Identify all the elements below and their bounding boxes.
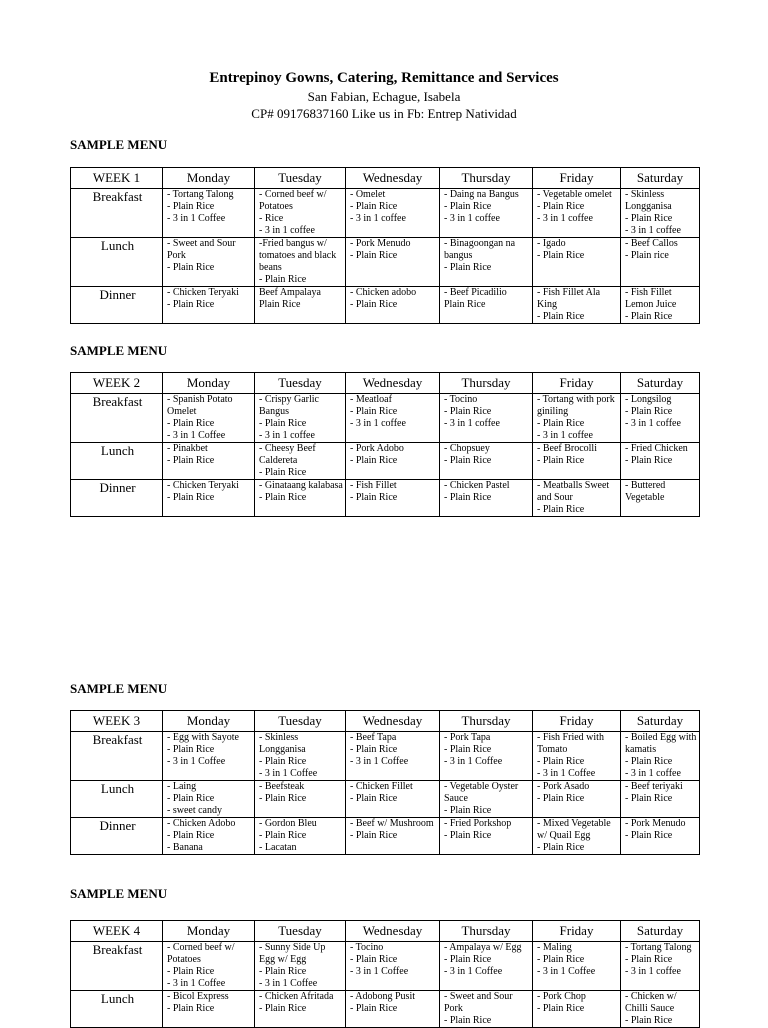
- menu-cell: [255, 394, 346, 443]
- header-row: [71, 711, 700, 732]
- meal-label: Breakfast: [71, 189, 163, 238]
- menu-item: - Tocino: [350, 942, 384, 953]
- menu-item: - Adobong Pusit: [350, 991, 416, 1002]
- menu-item: - Plain Rice: [625, 756, 673, 767]
- menu-item: - Plain Rice: [537, 418, 585, 429]
- menu-item: - 3 in 1 Coffee: [537, 768, 596, 779]
- menu-item: - Omelet: [350, 189, 386, 200]
- day-header: Saturday: [621, 921, 700, 942]
- menu-item: - Corned beef w/ Potatoes: [167, 942, 235, 965]
- menu-item: Plain Rice: [444, 299, 486, 310]
- menu-item: - Buttered Vegetable: [625, 480, 666, 503]
- menu-item: - sweet candy: [167, 805, 222, 816]
- menu-cell: [621, 732, 700, 781]
- menu-item: - Banana: [167, 842, 203, 853]
- menu-item: - Plain Rice: [444, 1015, 492, 1026]
- menu-cell: [163, 480, 255, 517]
- menu-item: - Plain Rice: [444, 201, 492, 212]
- menu-item: - 3 in 1 Coffee: [444, 966, 503, 977]
- menu-item: - Plain Rice: [167, 793, 215, 804]
- menu-item: - Plain Rice: [350, 406, 398, 417]
- menu-cell: [621, 480, 700, 517]
- menu-item: - Plain Rice: [444, 406, 492, 417]
- menu-table-week-2: [70, 372, 700, 517]
- menu-item: - Plain Rice: [444, 455, 492, 466]
- menu-cell: [346, 781, 440, 818]
- menu-cell: [621, 189, 700, 238]
- menu-cell: [533, 394, 621, 443]
- menu-item: - 3 in 1 coffee: [625, 225, 681, 236]
- menu-cell: [533, 480, 621, 517]
- menu-item: - Plain Rice: [537, 504, 585, 515]
- menu-item: - Lacatan: [259, 842, 297, 853]
- day-header: Saturday: [621, 711, 700, 732]
- day-header: Tuesday: [255, 373, 346, 394]
- meal-row: [71, 732, 700, 781]
- menu-item: - Mixed Vegetable w/ Quail Egg: [537, 818, 611, 841]
- section-label-week-2: SAMPLE MENU: [70, 343, 168, 358]
- menu-item: - Sunny Side Up Egg w/ Egg: [259, 942, 326, 965]
- week-label: WEEK 1: [71, 168, 163, 189]
- menu-item: - 3 in 1 Coffee: [167, 213, 226, 224]
- day-header: Friday: [533, 373, 621, 394]
- menu-item: - Plain Rice: [625, 793, 673, 804]
- header-row: [71, 373, 700, 394]
- menu-item: - Fish Fillet Lemon Juice: [625, 287, 677, 310]
- menu-item: - Vegetable omelet: [537, 189, 612, 200]
- menu-item: - Plain Rice: [350, 201, 398, 212]
- menu-cell: [163, 443, 255, 480]
- menu-item: - Plain Rice: [167, 201, 215, 212]
- menu-item: - Beef Callos: [625, 238, 678, 249]
- day-header: Monday: [163, 711, 255, 732]
- menu-cell: [163, 732, 255, 781]
- menu-cell: [255, 991, 346, 1028]
- menu-item: - Egg with Sayote: [167, 732, 239, 743]
- menu-cell: [163, 238, 255, 287]
- menu-cell: [346, 818, 440, 855]
- menu-item: - Skinless Longganisa: [259, 732, 306, 755]
- meal-label: Breakfast: [71, 394, 163, 443]
- menu-item: - Boiled Egg with kamatis: [625, 732, 697, 755]
- menu-item: - Plain Rice: [167, 262, 215, 273]
- meal-row: [71, 480, 700, 517]
- menu-item: - Igado: [537, 238, 566, 249]
- menu-item: - 3 in 1 coffee: [537, 213, 593, 224]
- menu-table-week-3: [70, 710, 700, 855]
- menu-item: - Pork Menudo: [625, 818, 686, 829]
- menu-item: - Sweet and Sour Pork: [167, 238, 236, 261]
- menu-item: - 3 in 1 Coffee: [167, 978, 226, 989]
- meal-label: Breakfast: [71, 732, 163, 781]
- menu-table-week-1: [70, 167, 700, 324]
- menu-item: - Chicken Adobo: [167, 818, 236, 829]
- menu-cell: [621, 781, 700, 818]
- day-header: Wednesday: [346, 921, 440, 942]
- meal-label: Lunch: [71, 991, 163, 1028]
- menu-item: - Fried Porkshop: [444, 818, 512, 829]
- menu-item: - Plain Rice: [444, 805, 492, 816]
- menu-cell: [621, 818, 700, 855]
- menu-cell: [346, 443, 440, 480]
- menu-item: Beef Ampalaya: [259, 287, 321, 298]
- menu-item: - Plain Rice: [167, 492, 215, 503]
- meal-label: Dinner: [71, 287, 163, 324]
- menu-item: - Chicken Fillet: [350, 781, 413, 792]
- day-header: Friday: [533, 168, 621, 189]
- menu-item: - Meatballs Sweet and Sour: [537, 480, 610, 503]
- menu-cell: [255, 480, 346, 517]
- menu-item: - Fish Fillet: [350, 480, 397, 491]
- week-label: WEEK 2: [71, 373, 163, 394]
- menu-item: - Vegetable Oyster Sauce: [444, 781, 519, 804]
- menu-item: - Plain Rice: [167, 299, 215, 310]
- day-header: Monday: [163, 373, 255, 394]
- menu-item: - 3 in 1 coffee: [625, 418, 681, 429]
- menu-item: - 3 in 1 Coffee: [350, 756, 409, 767]
- menu-item: - Plain Rice: [350, 954, 398, 965]
- day-header: Wednesday: [346, 373, 440, 394]
- menu-cell: [440, 942, 533, 991]
- day-header: Wednesday: [346, 168, 440, 189]
- menu-item: - Plain Rice: [537, 1003, 585, 1014]
- menu-cell: [255, 287, 346, 324]
- menu-item: - Chicken Pastel: [444, 480, 510, 491]
- menu-item: - Plain Rice: [537, 250, 585, 261]
- menu-item: - 3 in 1 coffee: [444, 213, 500, 224]
- menu-item: - Plain Rice: [350, 744, 398, 755]
- menu-item: - Plain Rice: [444, 492, 492, 503]
- menu-item: - Plain Rice: [167, 744, 215, 755]
- menu-item: - Plain Rice: [350, 830, 398, 841]
- meal-row: [71, 991, 700, 1028]
- menu-item: - Tortang with pork giniling: [537, 394, 615, 417]
- menu-item: - Plain Rice: [625, 954, 673, 965]
- menu-item: - Longsilog: [625, 394, 672, 405]
- menu-item: - Plain Rice: [259, 966, 307, 977]
- day-header: Wednesday: [346, 711, 440, 732]
- menu-item: - 3 in 1 Coffee: [259, 978, 318, 989]
- meal-row: [71, 942, 700, 991]
- meal-row: [71, 781, 700, 818]
- menu-item: - 3 in 1 coffee: [259, 225, 315, 236]
- menu-item: - Pinakbet: [167, 443, 208, 454]
- menu-item: - Plain Rice: [259, 467, 307, 478]
- day-header: Thursday: [440, 168, 533, 189]
- menu-item: - Plain Rice: [350, 492, 398, 503]
- menu-item: - Rice: [259, 213, 284, 224]
- menu-item: - 3 in 1 coffee: [444, 418, 500, 429]
- menu-cell: [440, 818, 533, 855]
- day-header: Saturday: [621, 373, 700, 394]
- menu-item: - Daing na Bangus: [444, 189, 519, 200]
- menu-cell: [346, 287, 440, 324]
- menu-cell: [255, 818, 346, 855]
- business-address: San Fabian, Echague, Isabela: [307, 89, 461, 104]
- menu-cell: [255, 443, 346, 480]
- day-header: Friday: [533, 921, 621, 942]
- menu-item: - Plain Rice: [167, 830, 215, 841]
- menu-item: - Plain Rice: [167, 455, 215, 466]
- menu-item: - Plain Rice: [259, 492, 307, 503]
- menu-item: - Plain Rice: [537, 954, 585, 965]
- day-header: Tuesday: [255, 921, 346, 942]
- menu-cell: [163, 942, 255, 991]
- menu-item: - Pork Chop: [537, 991, 586, 1002]
- menu-item: - Skinless Longganisa: [625, 189, 672, 212]
- menu-item: - Plain Rice: [167, 966, 215, 977]
- day-header: Tuesday: [255, 168, 346, 189]
- menu-item: - 3 in 1 coffee: [350, 213, 406, 224]
- menu-item: - 3 in 1 Coffee: [444, 756, 503, 767]
- menu-cell: [163, 189, 255, 238]
- menu-item: - Fish Fillet Ala King: [537, 287, 601, 310]
- header-row: [71, 168, 700, 189]
- menu-item: - Plain Rice: [537, 756, 585, 767]
- menu-cell: [440, 189, 533, 238]
- menu-item: - Plain Rice: [537, 842, 585, 853]
- menu-cell: [621, 443, 700, 480]
- day-header: Monday: [163, 168, 255, 189]
- menu-item: - Chicken adobo: [350, 287, 417, 298]
- section-label-week-3: SAMPLE MENU: [70, 681, 168, 696]
- menu-item: - 3 in 1 Coffee: [259, 768, 318, 779]
- menu-cell: [440, 991, 533, 1028]
- menu-item: - Spanish Potato Omelet: [167, 394, 233, 417]
- menu-item: - Plain Rice: [350, 793, 398, 804]
- menu-item: - Crispy Garlic Bangus: [259, 394, 319, 417]
- business-name: Entrepinoy Gowns, Catering, Remittance and Services: [209, 70, 559, 86]
- menu-item: - Plain Rice: [444, 262, 492, 273]
- menu-table-week-4: [70, 920, 700, 1028]
- menu-item: - Laing: [167, 781, 197, 792]
- meal-row: [71, 238, 700, 287]
- menu-item: - 3 in 1 Coffee: [167, 430, 226, 441]
- menu-item: - Tortang Talong: [625, 942, 692, 953]
- menu-cell: [533, 189, 621, 238]
- menu-item: - Chicken Afritada: [259, 991, 334, 1002]
- menu-cell: [621, 991, 700, 1028]
- menu-item: - Fried Chicken: [625, 443, 688, 454]
- menu-cell: [163, 991, 255, 1028]
- meal-row: [71, 818, 700, 855]
- menu-item: - Plain Rice: [350, 299, 398, 310]
- menu-cell: [533, 781, 621, 818]
- menu-cell: [440, 781, 533, 818]
- menu-cell: [440, 480, 533, 517]
- business-contact: CP# 09176837160 Like us in Fb: Entrep Natividad: [251, 106, 517, 121]
- menu-item: - Plain Rice: [444, 830, 492, 841]
- menu-item: - Pork Tapa: [444, 732, 491, 743]
- menu-item: - Beefsteak: [259, 781, 305, 792]
- day-header: Monday: [163, 921, 255, 942]
- menu-item: - Plain Rice: [625, 311, 673, 322]
- menu-item: - Beef Brocolli: [537, 443, 597, 454]
- menu-item: - Plain Rice: [259, 274, 307, 285]
- meal-label: Dinner: [71, 480, 163, 517]
- menu-item: - 3 in 1 coffee: [350, 418, 406, 429]
- menu-cell: [440, 394, 533, 443]
- menu-item: - Plain Rice: [537, 201, 585, 212]
- menu-item: - Plain Rice: [259, 830, 307, 841]
- menu-cell: [163, 781, 255, 818]
- day-header: Thursday: [440, 921, 533, 942]
- menu-item: - 3 in 1 coffee: [625, 768, 681, 779]
- menu-cell: [346, 394, 440, 443]
- meal-label: Lunch: [71, 781, 163, 818]
- week-label: WEEK 4: [71, 921, 163, 942]
- menu-cell: [440, 732, 533, 781]
- menu-cell: [533, 238, 621, 287]
- menu-item: - Ampalaya w/ Egg: [444, 942, 522, 953]
- meal-row: [71, 189, 700, 238]
- menu-item: - Binagoongan na bangus: [444, 238, 516, 261]
- menu-item: - Gordon Bleu: [259, 818, 317, 829]
- menu-cell: [255, 942, 346, 991]
- menu-item: - Chicken Teryaki: [167, 480, 239, 491]
- menu-item: - Plain Rice: [444, 954, 492, 965]
- meal-row: [71, 287, 700, 324]
- menu-item: - Fish Fried with Tomato: [537, 732, 604, 755]
- menu-item: - Plain Rice: [625, 213, 673, 224]
- menu-item: - Plain Rice: [537, 455, 585, 466]
- menu-cell: [255, 238, 346, 287]
- menu-cell: [163, 818, 255, 855]
- menu-item: - 3 in 1 coffee: [537, 430, 593, 441]
- menu-cell: [346, 991, 440, 1028]
- menu-cell: [346, 732, 440, 781]
- meal-row: [71, 394, 700, 443]
- menu-item: Plain Rice: [259, 299, 301, 310]
- menu-cell: [533, 443, 621, 480]
- menu-item: - Plain Rice: [350, 1003, 398, 1014]
- menu-cell: [346, 189, 440, 238]
- menu-cell: [533, 942, 621, 991]
- menu-item: - Plain Rice: [537, 311, 585, 322]
- menu-cell: [621, 394, 700, 443]
- menu-cell: [533, 287, 621, 324]
- menu-cell: [163, 394, 255, 443]
- menu-item: - Plain Rice: [625, 1015, 673, 1026]
- menu-item: - Pork Menudo: [350, 238, 411, 249]
- menu-item: - 3 in 1 Coffee: [167, 756, 226, 767]
- document-header: [0, 69, 768, 122]
- menu-item: - Maling: [537, 942, 572, 953]
- menu-item: - Chopsuey: [444, 443, 490, 454]
- meal-label: Lunch: [71, 238, 163, 287]
- menu-item: - Plain Rice: [259, 756, 307, 767]
- menu-item: - Ginataang kalabasa: [259, 480, 343, 491]
- menu-cell: [440, 287, 533, 324]
- menu-item: - Pork Asado: [537, 781, 590, 792]
- menu-item: - Bicol Express: [167, 991, 229, 1002]
- menu-item: - Plain Rice: [259, 1003, 307, 1014]
- menu-item: - Plain Rice: [167, 418, 215, 429]
- day-header: Thursday: [440, 373, 533, 394]
- menu-item: - 3 in 1 coffee: [259, 430, 315, 441]
- menu-item: - Chicken w/ Chilli Sauce: [625, 991, 677, 1014]
- section-label-week-4: SAMPLE MENU: [70, 886, 168, 901]
- day-header: Thursday: [440, 711, 533, 732]
- menu-item: - Corned beef w/ Potatoes: [259, 189, 327, 212]
- menu-item: - Plain Rice: [259, 793, 307, 804]
- menu-cell: [255, 781, 346, 818]
- menu-item: - Plain Rice: [350, 250, 398, 261]
- menu-cell: [346, 480, 440, 517]
- day-header: Tuesday: [255, 711, 346, 732]
- menu-item: - Plain Rice: [259, 418, 307, 429]
- menu-item: - 3 in 1 coffee: [625, 966, 681, 977]
- menu-item: - Cheesy Beef Caldereta: [259, 443, 316, 466]
- menu-item: - Beef Picadilio: [444, 287, 507, 298]
- menu-cell: [533, 732, 621, 781]
- menu-cell: [440, 443, 533, 480]
- menu-item: - Plain Rice: [537, 793, 585, 804]
- day-header: Friday: [533, 711, 621, 732]
- menu-cell: [255, 732, 346, 781]
- menu-item: - Meatloaf: [350, 394, 392, 405]
- menu-item: - Plain Rice: [625, 830, 673, 841]
- menu-cell: [621, 287, 700, 324]
- menu-cell: [163, 287, 255, 324]
- menu-item: - Plain Rice: [167, 1003, 215, 1014]
- meal-label: Lunch: [71, 443, 163, 480]
- menu-cell: [440, 238, 533, 287]
- meal-label: Breakfast: [71, 942, 163, 991]
- menu-cell: [346, 942, 440, 991]
- meal-label: Dinner: [71, 818, 163, 855]
- menu-item: - Plain rice: [625, 250, 669, 261]
- menu-item: - Beef teriyaki: [625, 781, 683, 792]
- menu-item: - 3 in 1 Coffee: [350, 966, 409, 977]
- menu-cell: [621, 238, 700, 287]
- menu-item: - 3 in 1 Coffee: [537, 966, 596, 977]
- menu-cell: [346, 238, 440, 287]
- menu-item: -Fried bangus w/ tomatoes and black beans: [259, 238, 337, 273]
- menu-item: - Beef Tapa: [350, 732, 397, 743]
- menu-item: - Pork Adobo: [350, 443, 404, 454]
- menu-item: - Plain Rice: [444, 744, 492, 755]
- menu-cell: [533, 818, 621, 855]
- menu-cell: [255, 189, 346, 238]
- menu-cell: [533, 991, 621, 1028]
- menu-item: - Tocino: [444, 394, 478, 405]
- week-label: WEEK 3: [71, 711, 163, 732]
- header-row: [71, 921, 700, 942]
- menu-cell: [621, 942, 700, 991]
- section-label-week-1: SAMPLE MENU: [70, 137, 168, 152]
- meal-row: [71, 443, 700, 480]
- menu-item: - Plain Rice: [350, 455, 398, 466]
- day-header: Saturday: [621, 168, 700, 189]
- menu-item: - Plain Rice: [625, 406, 673, 417]
- menu-item: - Plain Rice: [625, 455, 673, 466]
- menu-item: - Sweet and Sour Pork: [444, 991, 513, 1014]
- menu-item: - Tortang Talong: [167, 189, 234, 200]
- menu-item: - Beef w/ Mushroom: [350, 818, 434, 829]
- menu-item: - Chicken Teryaki: [167, 287, 239, 298]
